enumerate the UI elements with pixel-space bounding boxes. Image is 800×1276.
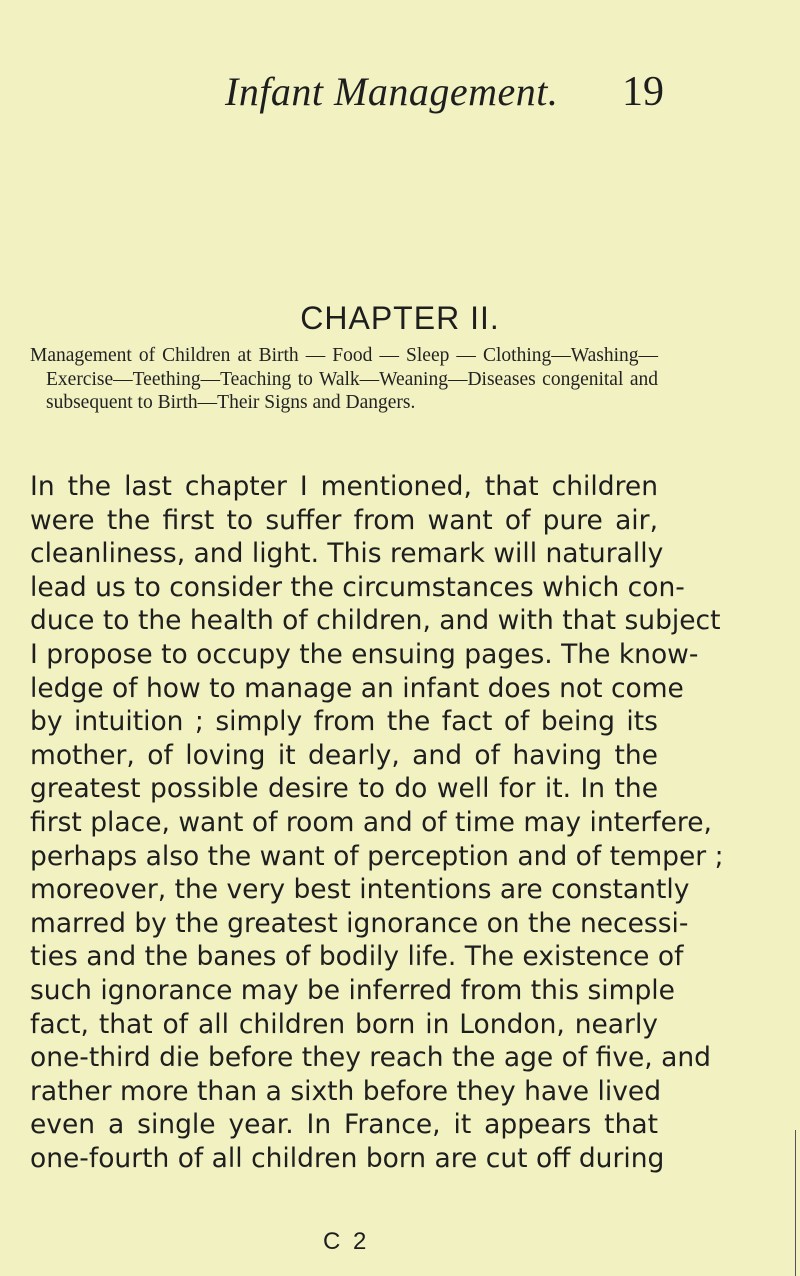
text-line: perhaps also the want of perception and of temper ; bbox=[30, 840, 724, 872]
text-line: fact, that of all children born in London, nearly bbox=[30, 1008, 658, 1040]
text-line: ledge of how to manage an infant does not come bbox=[30, 672, 684, 704]
page-number: 19 bbox=[622, 69, 664, 115]
chapter-heading: CHAPTER II. bbox=[300, 300, 500, 336]
text-line: such ignorance may be inferred from this simple bbox=[30, 974, 675, 1006]
text-line: rather more than a sixth before they have lived bbox=[30, 1075, 662, 1107]
text-line: I propose to occupy the ensuing pages. The know- bbox=[30, 638, 699, 670]
signature-mark: C 2 bbox=[323, 1228, 370, 1255]
text-line: lead us to consider the circumstances which con- bbox=[30, 571, 685, 603]
text-line: ties and the banes of bodily life. The existence of bbox=[30, 941, 684, 973]
text-line: first place, want of room and of time may interfere, bbox=[30, 806, 712, 838]
text-line: In the last chapter I mentioned, that children bbox=[30, 471, 658, 502]
page-edge-line bbox=[795, 1130, 796, 1276]
text-line: by intuition ; simply from the fact of being its bbox=[30, 706, 658, 738]
running-title: Infant Management. bbox=[225, 69, 559, 114]
text-line: greatest possible desire to do well for it. In the bbox=[30, 773, 658, 805]
text-line: one-third die before they reach the age of five, and bbox=[30, 1042, 712, 1074]
text-line: moreover, the very best intentions are constantly bbox=[30, 874, 690, 906]
synopsis-text: Management of Children at Birth — Food — Sleep — Clothing—Washing—Exercise—Teething—Teaching to Walk—Weaning—Diseases congenital and subsequent to Birth—Their Signs and Dangers. bbox=[30, 345, 658, 413]
text-line: even a single year. In France, it appears that bbox=[30, 1109, 658, 1141]
text-line: cleanliness, and light. This remark will naturally bbox=[30, 538, 664, 570]
chapter-synopsis bbox=[30, 344, 658, 415]
body-text bbox=[30, 470, 724, 1175]
text-line: one-fourth of all children born are cut off during bbox=[30, 1142, 665, 1174]
text-line: were the first to suffer from want of pure air, bbox=[30, 504, 658, 536]
text-line: marred by the greatest ignorance on the necessi- bbox=[30, 907, 689, 939]
text-line: mother, of loving it dearly, and of having the bbox=[30, 739, 658, 771]
running-head bbox=[0, 68, 800, 118]
text-line: duce to the health of children, and with that subject bbox=[30, 605, 721, 637]
